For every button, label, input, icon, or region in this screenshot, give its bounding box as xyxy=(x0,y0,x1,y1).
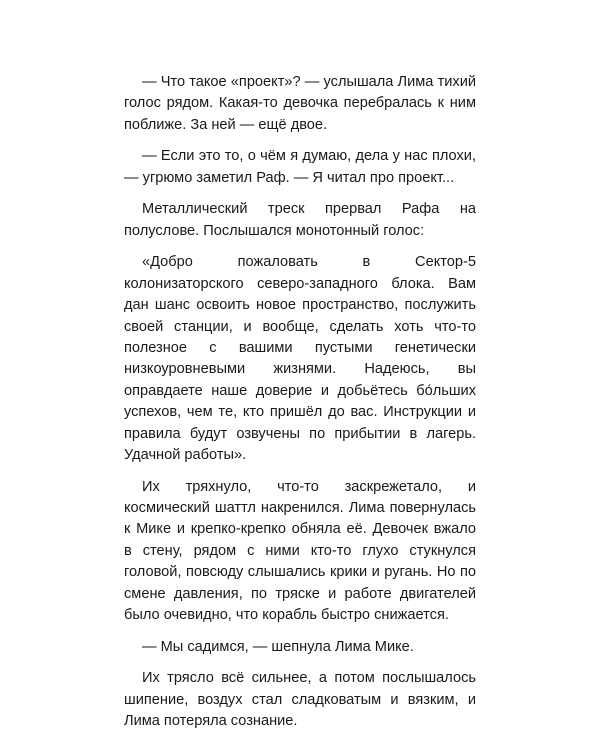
paragraph: — Мы садимся, — шепнула Лима Мике. xyxy=(142,638,414,655)
paragraph: — Если это то, о чём я думаю, дела у нас плохи, — угрюмо заметил Раф. — Я читал про проект... xyxy=(124,148,476,186)
paragraph: Их трясло всё сильнее, а потом послышалось шипение, воздух стал сладковатым и вязким, и Лима потеряла сознание. xyxy=(124,670,476,730)
body-text xyxy=(124,72,476,743)
paragraph: Их тряхнуло, что-то заскрежетало, и космический шаттл накренился. Лима повернулась к Мике и крепко-крепко обняла её. Девочек вжало в стену, рядом с ними кто-то глухо стукнулся головой, повсюду слышались крики и ругань. Но по смене давления, по тряске и работе двигателей было очевидно, что корабль быстро снижается. xyxy=(124,478,476,624)
paragraph: «Добро пожаловать в Сектор-5 колонизаторского северо-западного блока. Вам дан шанс освоить новое пространство, послужить своей станции, и вообще, сделать хоть что-то полезное с вашими пустыми генетически низкоуровневыми жизнями. Надеюсь, вы оправдаете наше доверие и добьётесь бо́льших успехов, чем те, кто пришёл до вас. Инструкции и правила будут озвучены по прибытии в лагерь. Удачной работы». xyxy=(124,254,476,464)
paragraph: Металлический треск прервал Рафа на полуслове. Послышался монотонный голос: xyxy=(124,201,476,239)
paragraph: — Что такое «проект»? — услышала Лима тихий голос рядом. Какая-то девочка перебралась к ним поближе. За ней — ещё двое. xyxy=(124,74,476,133)
